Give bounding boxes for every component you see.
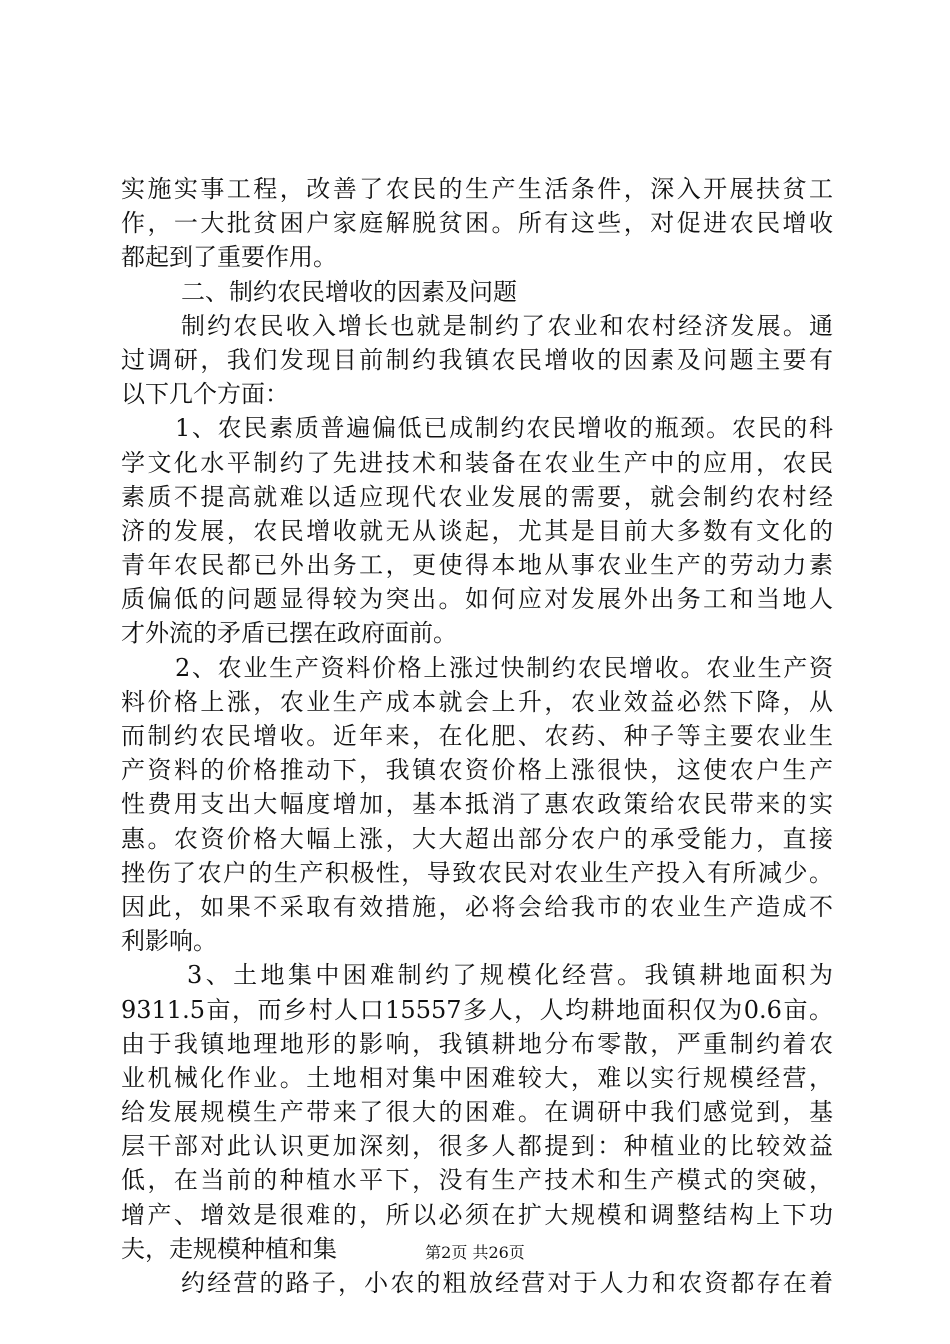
- text-line: 都起到了重要作用。: [121, 243, 337, 272]
- text-line: 9311.5亩，而乡村人口15557多人，人均耕地面积仅为0.6亩。: [121, 995, 833, 1024]
- text-line: 给发展规模生产带来了很大的困难。在调研中我们感觉到，基: [121, 1098, 833, 1127]
- text-line: 3、土地集中困难制约了规模化经营。我镇耕地面积为: [187, 961, 833, 990]
- text-line: 1、农民素质普遍偏低已成制约农民增收的瓶颈。农民的科: [175, 414, 833, 443]
- text-line: 产资料的价格推动下，我镇农资价格上涨很快，这使农户生产: [121, 756, 833, 785]
- text-line: 性费用支出大幅度增加，基本抵消了惠农政策给农民带来的实: [121, 790, 833, 819]
- text-line: 利影响。: [121, 927, 217, 956]
- text-line: 济的发展，农民增收就无从谈起，尤其是目前大多数有文化的: [121, 516, 833, 545]
- text-line: 由于我镇地理地形的影响，我镇耕地分布零散，严重制约着农: [121, 1029, 833, 1058]
- text-line: 才外流的矛盾已摆在政府面前。: [121, 619, 457, 648]
- text-line: 学文化水平制约了先进技术和装备在农业生产中的应用，农民: [121, 448, 833, 477]
- text-line: 青年农民都已外出务工，更使得本地从事农业生产的劳动力素: [121, 551, 833, 580]
- text-line: 层干部对此认识更加深刻，很多人都提到：种植业的比较效益: [121, 1132, 833, 1161]
- text-line: 作，一大批贫困户家庭解脱贫困。所有这些，对促进农民增收: [121, 209, 833, 238]
- text-line: 实施实事工程，改善了农民的生产生活条件，深入开展扶贫工: [121, 175, 833, 203]
- text-line: 过调研，我们发现目前制约我镇农民增收的因素及问题主要有: [121, 345, 833, 374]
- text-line: 增产、增效是很难的，所以必须在扩大规模和调整结构上下功: [121, 1200, 833, 1229]
- page-footer: 第2页 共26页: [425, 1243, 525, 1262]
- text-line: 而制约农民增收。近年来，在化肥、农药、种子等主要农业生: [121, 722, 833, 750]
- text-line: 2、农业生产资料价格上涨过快制约农民增收。农业生产资: [175, 653, 833, 682]
- text-line: 以下几个方面：: [121, 380, 289, 409]
- text-line: 料价格上涨，农业生产成本就会上升，农业效益必然下降，从: [121, 687, 833, 716]
- text-line: 素质不提高就难以适应现代农业发展的需要，就会制约农村经: [121, 482, 833, 511]
- text-line: 二、制约农民增收的因素及问题: [181, 277, 517, 306]
- text-line: 夫，走规模种植和集: [121, 1234, 337, 1263]
- text-line: 因此，如果不采取有效措施，必将会给我市的农业生产造成不: [121, 892, 833, 921]
- text-line: 业机械化作业。土地相对集中困难较大，难以实行规模经营，: [121, 1063, 833, 1092]
- document-body: [121, 172, 833, 1300]
- text-line: 制约农民收入增长也就是制约了农业和农村经济发展。通: [181, 311, 833, 340]
- text-line: 挫伤了农户的生产积极性，导致农民对农业生产投入有所减少。: [121, 858, 833, 887]
- text-line: 约经营的路子，小农的粗放经营对于人力和农资都存在着: [181, 1269, 833, 1297]
- text-line: 惠。农资价格大幅上涨，大大超出部分农户的承受能力，直接: [121, 824, 833, 853]
- text-line: 质偏低的问题显得较为突出。如何应对发展外出务工和当地人: [121, 585, 833, 614]
- text-line: 低，在当前的种植水平下，没有生产技术和生产模式的突破，: [121, 1166, 833, 1195]
